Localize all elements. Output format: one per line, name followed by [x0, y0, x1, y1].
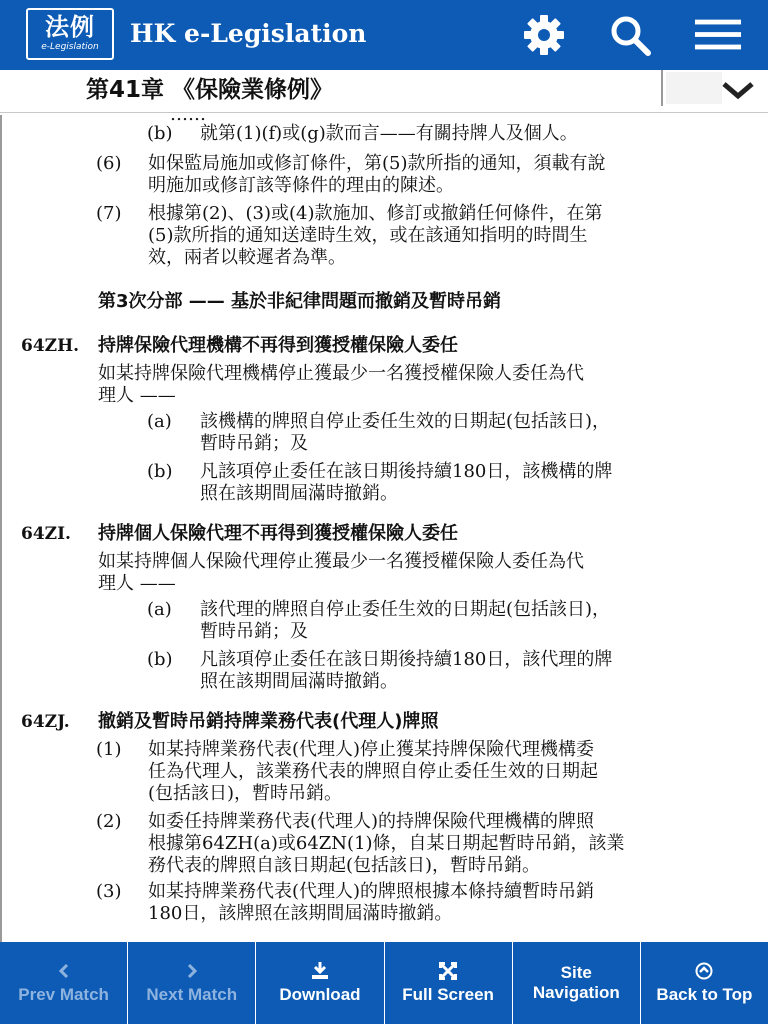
gear-icon	[521, 12, 567, 58]
para-label: (b)	[147, 461, 173, 482]
subsection-text: 如某持牌業務代表(代理人)停止獲某持牌保險代理機構委	[148, 739, 595, 760]
para-text: 暫時吊銷；及	[200, 433, 308, 454]
chapter-header	[0, 70, 768, 113]
next-match-label: Next Match	[146, 985, 238, 1004]
subsection-text: 任為代理人，該業務代表的牌照自停止委任生效的日期起	[148, 761, 598, 782]
app-title: HK e-Legislation	[130, 19, 367, 48]
subsection-text: 明施加或修訂該等條件的理由的陳述。	[148, 175, 454, 196]
arrow-up-circle-icon	[695, 962, 713, 980]
chevron-right-icon	[185, 963, 199, 979]
section-heading: 持牌個人保險代理不再得到獲授權保險人委任	[98, 523, 458, 544]
subsection-text: 如某持牌業務代表(代理人)的牌照根據本條持續暫時吊銷	[148, 881, 595, 902]
subsection-text: (5)款所指的通知送達時生效，或在該通知指明的時間生	[148, 225, 588, 246]
site-navigation-button[interactable]	[513, 942, 641, 1024]
chapter-dropdown-button[interactable]	[718, 76, 758, 104]
para-label: (b)	[147, 123, 173, 144]
chevron-left-icon	[57, 963, 71, 979]
search-icon	[607, 12, 653, 58]
clipped-text: ……	[170, 112, 206, 125]
download-button[interactable]	[256, 942, 384, 1024]
download-icon	[311, 962, 329, 980]
subsection-label: (6)	[96, 153, 122, 174]
subsection-text: 如保監局施加或修訂條件，第(5)款所指的通知，須載有說	[148, 153, 606, 174]
download-label: Download	[279, 985, 361, 1004]
section-number: 64ZI.	[21, 524, 71, 544]
subsection-text: 務代表的牌照自該日期起(包括該日)，暫時吊銷。	[148, 855, 541, 876]
section-intro: 理人 ——	[98, 573, 176, 594]
fullscreen-icon	[439, 962, 457, 980]
legislation-content	[0, 112, 768, 942]
back-to-top-label: Back to Top	[656, 985, 753, 1004]
chapter-divider	[661, 70, 663, 106]
prev-match-button[interactable]	[0, 942, 128, 1024]
next-match-button[interactable]	[128, 942, 256, 1024]
logo-english-text: e-Legislation	[41, 42, 99, 52]
section-intro: 如某持牌保險代理機構停止獲最少一名獲授權保險人委任為代	[98, 363, 584, 384]
subsection-label: (2)	[96, 811, 122, 832]
section-number: 64ZJ.	[21, 712, 70, 732]
subsection-label: (1)	[96, 739, 122, 760]
section-intro: 如某持牌個人保險代理停止獲最少一名獲授權保險人委任為代	[98, 551, 584, 572]
para-text: 暫時吊銷；及	[200, 621, 308, 642]
para-label: (b)	[147, 649, 173, 670]
prev-match-label: Prev Match	[18, 985, 109, 1004]
subsection-text: 180日，該牌照在該期間屆滿時撤銷。	[148, 903, 453, 924]
subsection-text: 如委任持牌業務代表(代理人)的持牌保險代理機構的牌照	[148, 811, 595, 832]
full-screen-button[interactable]	[385, 942, 513, 1024]
subsection-text: 根據第(2)、(3)或(4)款施加、修訂或撤銷任何條件，在第	[148, 203, 603, 224]
subsection-label: (3)	[96, 881, 122, 902]
menu-icon	[694, 15, 742, 55]
site-logo[interactable]	[26, 8, 114, 60]
para-label: (a)	[147, 599, 172, 620]
para-text: 凡該項停止委任在該日期後持續180日，該機構的牌	[200, 461, 613, 482]
settings-button[interactable]	[520, 12, 568, 58]
para-text: 就第(1)(f)或(g)款而言——有關持牌人及個人。	[200, 123, 578, 144]
para-text: 照在該期間屆滿時撤銷。	[200, 483, 398, 504]
para-text: 凡該項停止委任在該日期後持續180日，該代理的牌	[200, 649, 613, 670]
para-text: 該機構的牌照自停止委任生效的日期起(包括該日)，	[200, 411, 611, 432]
subsection-text: (包括該日)，暫時吊銷。	[148, 783, 343, 804]
para-text: 照在該期間屆滿時撤銷。	[200, 671, 398, 692]
section-heading: 持牌保險代理機構不再得到獲授權保險人委任	[98, 335, 458, 356]
subdivision-heading: 第3次分部 —— 基於非紀律問題而撤銷及暫時吊銷	[98, 291, 502, 312]
logo-chinese-text: 法例	[45, 13, 95, 41]
section-heading: 撤銷及暫時吊銷持牌業務代表(代理人)牌照	[98, 711, 439, 732]
para-text: 該代理的牌照自停止委任生效的日期起(包括該日)，	[200, 599, 611, 620]
subsection-text: 效，兩者以較遲者為準。	[148, 247, 346, 268]
para-label: (a)	[147, 411, 172, 432]
subsection-text: 根據第64ZH(a)或64ZN(1)條，自某日期起暫時吊銷，該業	[148, 833, 625, 854]
chapter-selector-area[interactable]	[666, 72, 722, 104]
bottom-toolbar	[0, 942, 768, 1024]
subsection-label: (7)	[96, 203, 122, 224]
chapter-title: 第41章 《保險業條例》	[86, 77, 334, 103]
menu-button[interactable]	[694, 12, 742, 58]
site-navigation-label: Site	[560, 963, 592, 982]
app-header	[0, 0, 768, 70]
section-number: 64ZH.	[21, 336, 80, 356]
section-intro: 理人 ——	[98, 385, 176, 406]
site-navigation-label-2: Navigation	[532, 983, 620, 1002]
chevron-down-icon	[721, 80, 755, 100]
search-button[interactable]	[606, 12, 654, 58]
full-screen-label: Full Screen	[402, 985, 494, 1004]
back-to-top-button[interactable]	[641, 942, 768, 1024]
